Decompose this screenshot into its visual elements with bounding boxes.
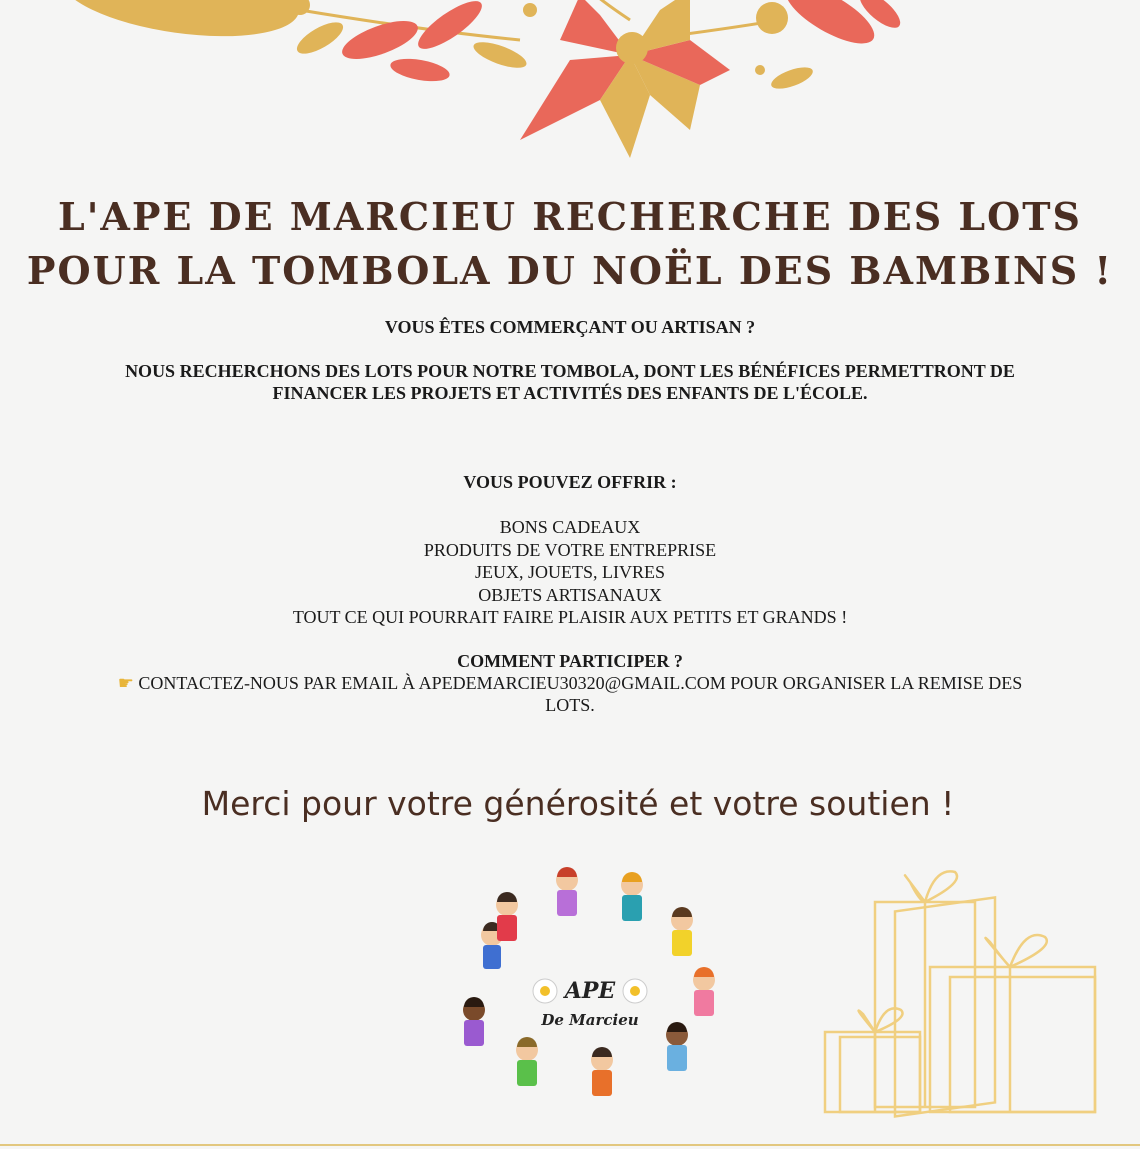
thanks-message: Merci pour votre générosité et votre soutien ! — [201, 784, 955, 823]
floral-decoration — [0, 0, 1140, 170]
page-title — [0, 190, 1140, 298]
intro-paragraph: NOUS RECHERCHONS DES LOTS POUR NOTRE TOMBOLA, DONT LES BÉNÉFICES PERMETTRONT DE FINANCER LES PROJETS ET ACTIVITÉS DES ENFANTS DE L'ÉCOLE. — [125, 361, 1015, 403]
merchant-question: VOUS ÊTES COMMERÇANT OU ARTISAN ? — [384, 317, 756, 337]
logo-name: APE — [564, 978, 616, 1004]
daisy-icon — [623, 979, 647, 1003]
ape-logo — [452, 865, 737, 1130]
pointing-hand-icon: ☛ — [117, 673, 134, 693]
participate-heading: COMMENT PARTICIPER ? — [457, 651, 683, 671]
contact-text: CONTACTEZ-NOUS PAR EMAIL À APEDEMARCIEU30320@GMAIL.COM POUR ORGANISER LA REMISE DES LOTS. — [138, 673, 1023, 715]
list-item: JEUX, JOUETS, LIVRES — [474, 562, 665, 582]
list-item: BONS CADEAUX — [499, 517, 641, 537]
gift-icon — [875, 871, 995, 1116]
list-item: OBJETS ARTISANAUX — [478, 584, 662, 605]
list-item: TOUT CE QUI POURRAIT FAIRE PLAISIR AUX PETITS ET GRANDS ! — [292, 607, 848, 627]
contact-text-block — [0, 672, 1140, 716]
gift-icon — [825, 1008, 920, 1112]
daisy-icon — [533, 979, 557, 1003]
title-line-2: POUR LA TOMBOLA DU NOËL DES BAMBINS ! — [26, 248, 1114, 293]
gift-boxes-illustration — [820, 862, 1105, 1122]
logo-subtitle: De Marcieu — [541, 1011, 639, 1029]
offer-list — [0, 516, 1140, 629]
gift-icon — [930, 935, 1095, 1112]
bottom-divider — [0, 1144, 1140, 1146]
title-line-1: L'APE DE MARCIEU RECHERCHE DES LOTS — [58, 194, 1082, 239]
list-item: PRODUITS DE VOTRE ENTREPRISE — [423, 539, 717, 560]
offer-heading: VOUS POUVEZ OFFRIR : — [463, 472, 677, 492]
